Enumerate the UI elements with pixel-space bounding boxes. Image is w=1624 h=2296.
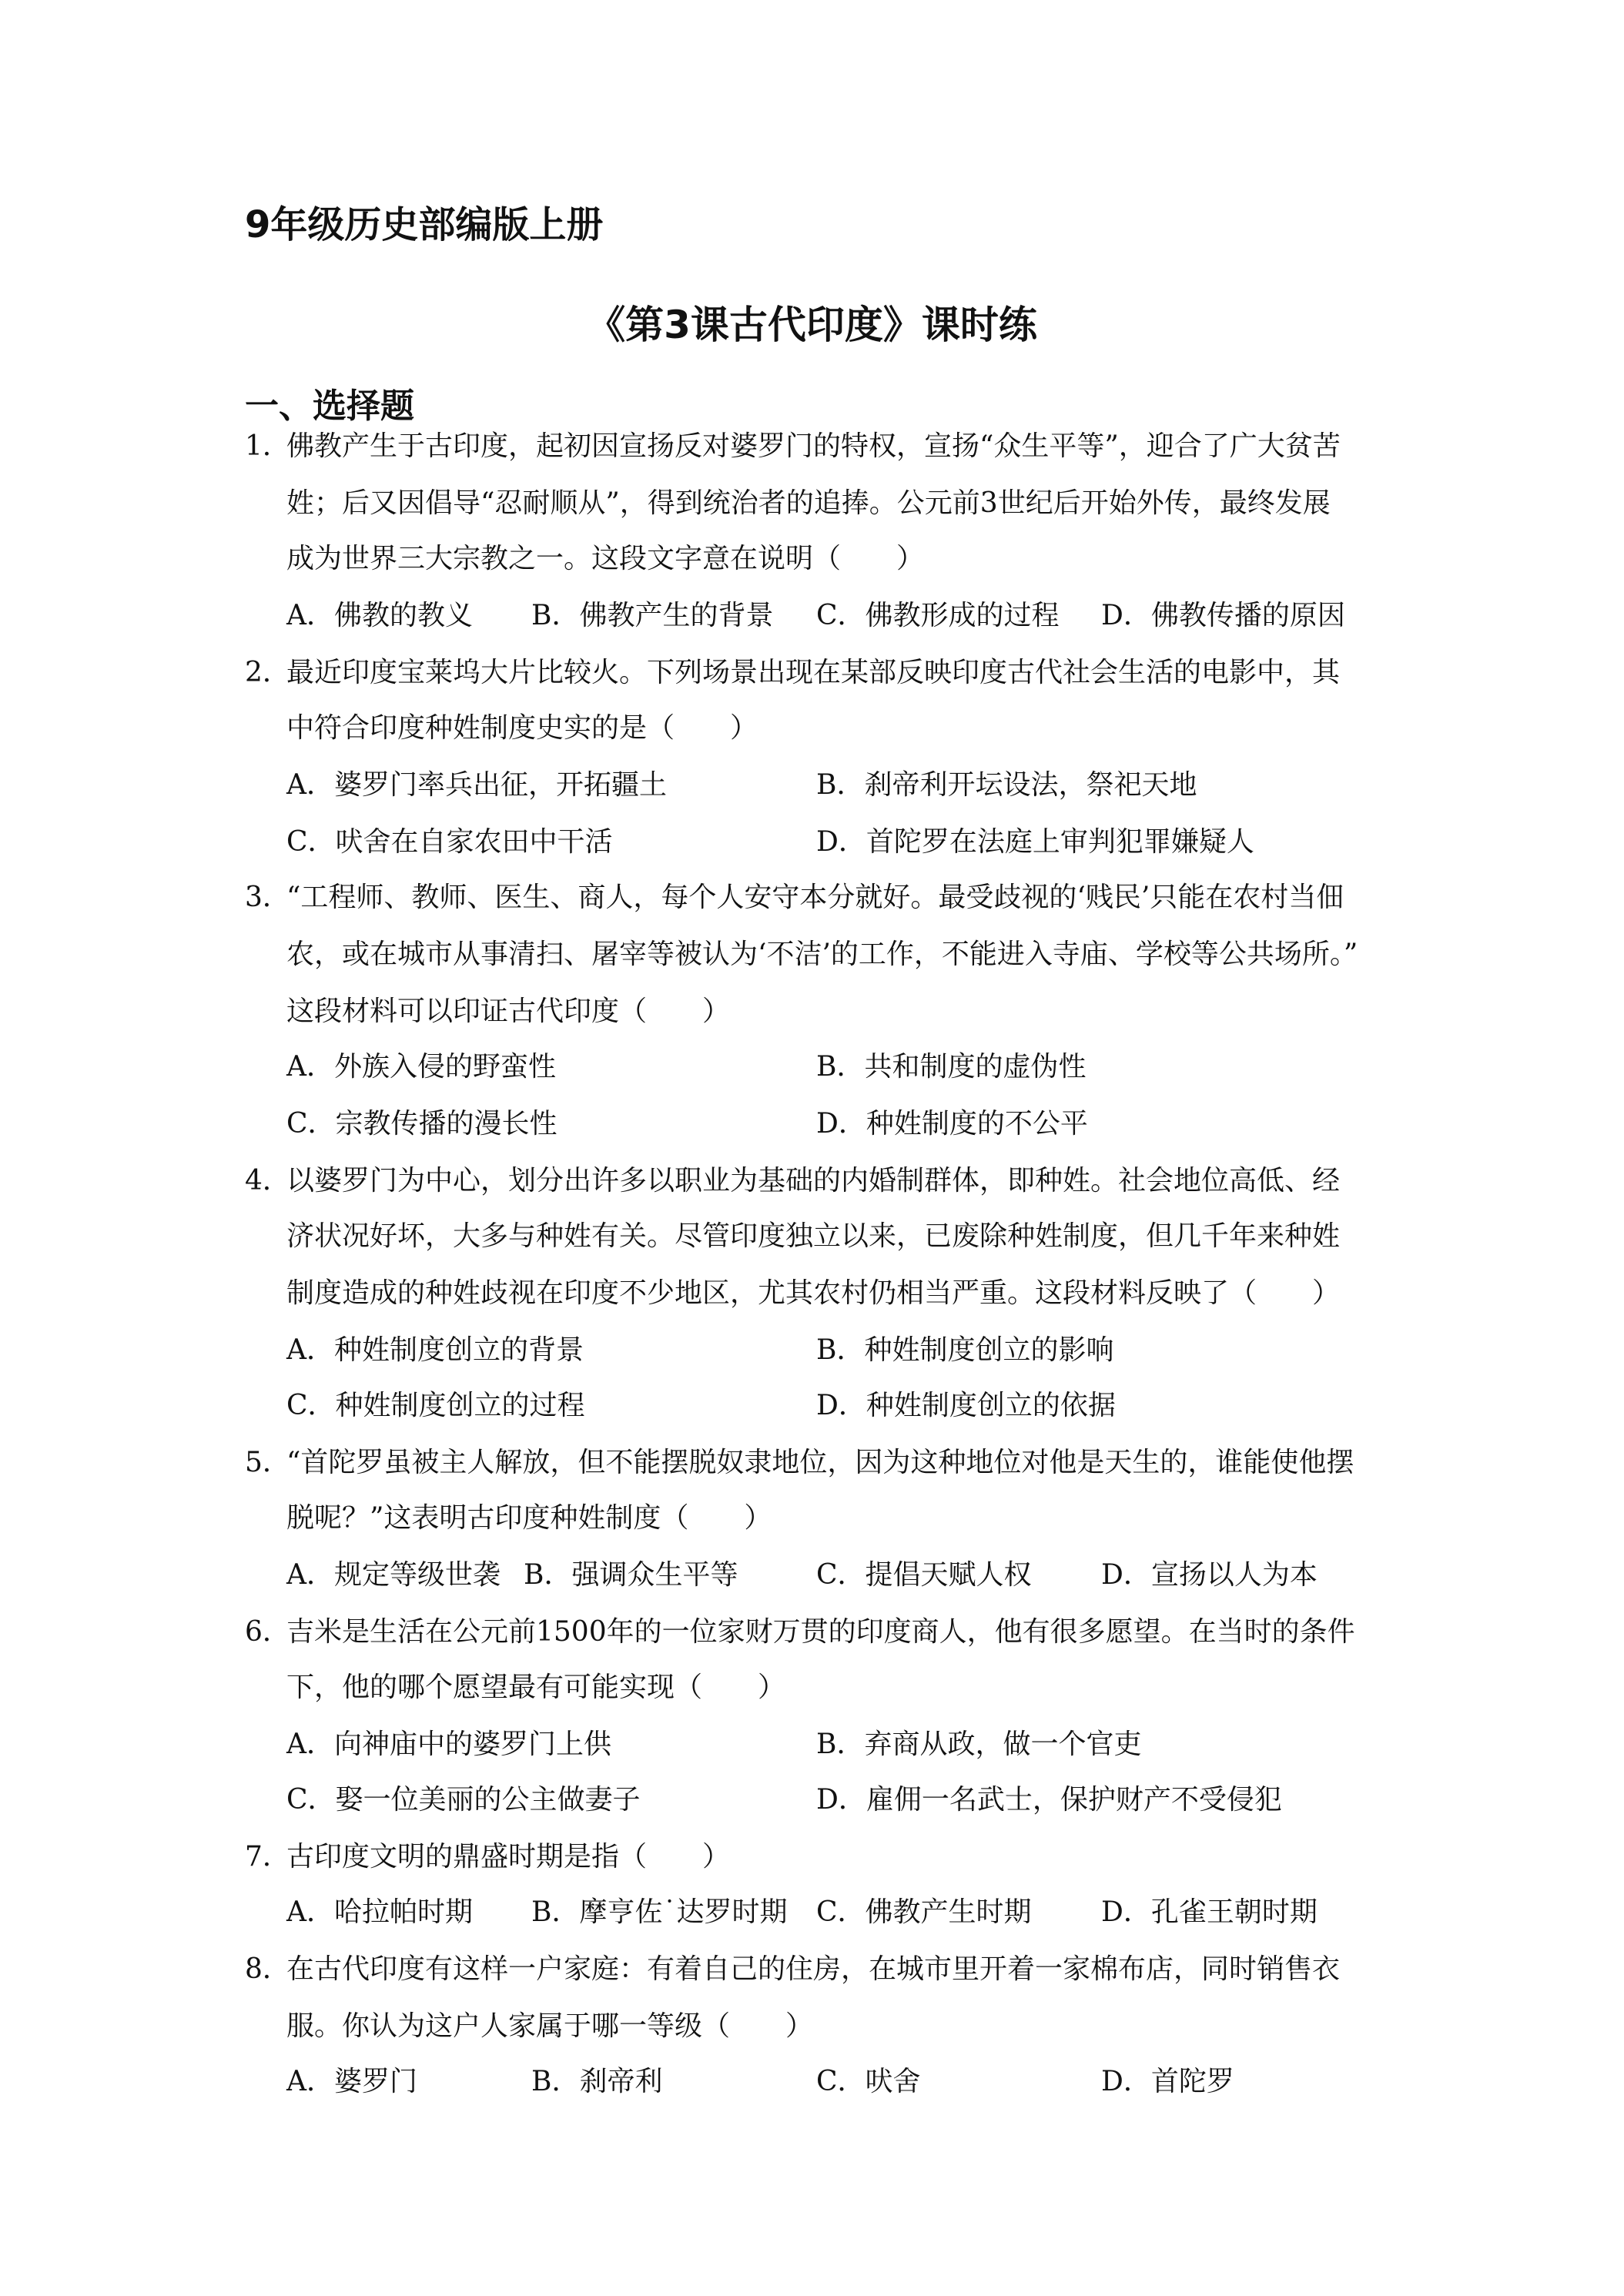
question-number: 1． [245,430,290,462]
lesson-title: 《第3课古代印度》课时练 [587,303,1037,347]
option-d: D．宣扬以人为本 [1101,1559,1318,1591]
option-b: B．刹帝利 [531,2066,663,2097]
option-b: B．摩亨佐˙达罗时期 [531,1896,788,1928]
option-d: D．孔雀王朝时期 [1101,1896,1318,1928]
option-b: B．共和制度的虚伪性 [816,1051,1087,1083]
question-text-line: 制度造成的种姓歧视在印度不少地区，尤其农村仍相当严重。这段材料反映了（ ） [286,1277,1341,1309]
question-number: 3． [245,882,290,913]
question-number: 4． [245,1165,290,1197]
option-a: A．婆罗门率兵出征，开拓疆土 [286,769,667,801]
question-text-line: 佛教产生于古印度，起初因宣扬反对婆罗门的特权，宣扬“众生平等”，迎合了广大贫苦 [286,430,1341,462]
question-text-line: 下，他的哪个愿望最有可能实现（ ） [286,1672,786,1703]
question-number: 6． [245,1616,290,1648]
option-c: C．佛教产生时期 [816,1896,1032,1928]
option-a: A．向神庙中的婆罗门上供 [286,1729,611,1760]
question-number: 8． [245,1953,290,1985]
option-c: C．种姓制度创立的过程 [286,1390,585,1421]
option-c: C．娶一位美丽的公主做妻子 [286,1784,641,1816]
question-text-line: 以婆罗门为中心，划分出许多以职业为基础的内婚制群体，即种姓。社会地位高低、经 [286,1165,1341,1197]
option-a: A．规定等级世袭 [286,1559,501,1591]
section-title: 一、选择题 [245,387,414,426]
option-b: B．佛教产生的背景 [531,600,774,631]
question-text-line: 服。你认为这户人家属于哪一等级（ ） [286,2010,814,2042]
question-text-line: 吉米是生活在公元前1500年的一位家财万贯的印度商人，他有很多愿望。在当时的条件 [286,1616,1355,1648]
option-c: C．佛教形成的过程 [816,600,1060,631]
question-text-line: 农，或在城市从事清扫、屠宰等被认为‘不洁’的工作，不能进入寺庙、学校等公共场所。” [286,939,1358,970]
option-a: A．种姓制度创立的背景 [286,1334,584,1366]
option-a: A．哈拉帕时期 [286,1896,473,1928]
question-text-line: 中符合印度种姓制度史实的是（ ） [286,712,758,744]
option-b: B．弃商从政，做一个官吏 [816,1729,1142,1760]
question-text-line: “首陀罗虽被主人解放，但不能摆脱奴隶地位，因为这种地位对他是天生的，谁能使他摆 [286,1447,1354,1478]
question-number: 7． [245,1841,290,1873]
option-a: A．外族入侵的野蛮性 [286,1051,556,1083]
question-number: 5． [245,1447,290,1478]
question-text-line: 济状况好坏，大多与种姓有关。尽管印度独立以来，已废除种姓制度，但几千年来种姓 [286,1220,1341,1252]
option-c: C．宗教传播的漫长性 [286,1108,558,1140]
question-text-line: 在古代印度有这样一户家庭：有着自己的住房，在城市里开着一家棉布店，同时销售衣 [286,1953,1341,1985]
question-text-line: 这段材料可以印证古代印度（ ） [286,996,731,1027]
option-d: D．雇佣一名武士，保护财产不受侵犯 [816,1784,1282,1816]
option-b: B．刹帝利开坛设法，祭祀天地 [816,769,1197,801]
question-text-line: 古印度文明的鼎盛时期是指（ ） [286,1841,731,1873]
option-d: D．种姓制度创立的依据 [816,1390,1116,1421]
option-c: C．吠舍 [816,2066,921,2097]
option-a: A．佛教的教义 [286,600,473,631]
option-a: A．婆罗门 [286,2066,417,2097]
question-text-line: “工程师、教师、医生、商人，每个人安守本分就好。最受歧视的‘贱民’只能在农村当佃 [286,882,1344,913]
question-text-line: 脱呢？”这表明古印度种姓制度（ ） [286,1502,772,1534]
option-d: D．首陀罗 [1101,2066,1234,2097]
document-title: 9年级历史部编版上册 [245,203,604,246]
option-d: D．首陀罗在法庭上审判犯罪嫌疑人 [816,826,1254,858]
question-number: 2． [245,657,290,688]
question-text-line: 姓；后又因倡导“忍耐顺从”，得到统治者的追捧。公元前3世纪后开始外传，最终发展 [286,487,1331,519]
option-c: C．吠舍在自家农田中干活 [286,826,613,858]
question-text-line: 最近印度宝莱坞大片比较火。下列场景出现在某部反映印度古代社会生活的电影中，其 [286,657,1341,688]
question-text-line: 成为世界三大宗教之一。这段文字意在说明（ ） [286,543,925,574]
option-d: D．种姓制度的不公平 [816,1108,1088,1140]
option-d: D．佛教传播的原因 [1101,600,1345,631]
option-b: B．种姓制度创立的影响 [816,1334,1114,1366]
option-b: B．强调众生平等 [524,1559,738,1591]
option-c: C．提倡天赋人权 [816,1559,1032,1591]
